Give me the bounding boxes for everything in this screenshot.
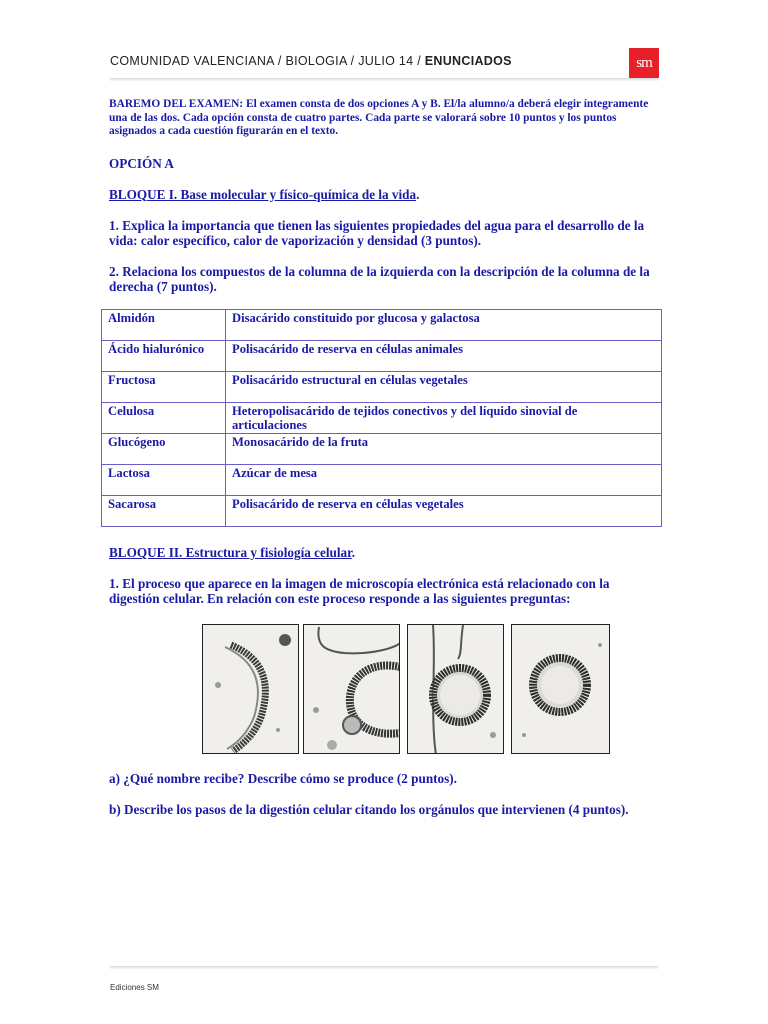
bloque1-title: BLOQUE I. Base molecular y físico-química de la vida	[109, 186, 417, 202]
table-row	[102, 496, 662, 527]
opcion-heading: OPCIÓN A	[109, 155, 174, 171]
bloque1-question-1: 1. Explica la importancia que tienen las siguientes propiedades del agua para el desarrollo de la vida: calor específico, calor de vaporización y densidad (3 puntos).	[109, 217, 645, 248]
question-a: a) ¿Qué nombre recibe? Describe cómo se produce (2 puntos).	[109, 771, 457, 786]
compound-cell: Almidón	[102, 310, 226, 341]
footer-divider	[110, 966, 658, 969]
bloque2-content	[109, 545, 654, 606]
header-divider	[110, 78, 658, 81]
bloque2-question-1: 1. El proceso que aparece en la imagen de microscopía electrónica está relacionado con la digestión celular. En relación con este proceso responde a las siguientes preguntas:	[109, 576, 610, 606]
sm-logo: sm	[629, 48, 659, 78]
compound-cell: Glucógeno	[102, 434, 226, 465]
bloque2-subquestions	[109, 771, 654, 817]
relation-table	[101, 309, 662, 527]
bloque2-title: BLOQUE II. Estructura y fisiología celular	[109, 545, 352, 560]
compound-cell: Celulosa	[102, 403, 226, 434]
micrograph-4	[511, 624, 610, 754]
bloque1-heading: BLOQUE I. Base molecular y físico-química de la vida.	[109, 186, 420, 202]
bloque2-heading: BLOQUE II. Estructura y fisiología celular.	[109, 545, 356, 560]
compound-cell: Fructosa	[102, 372, 226, 403]
compound-cell: Ácido hialurónico	[102, 341, 226, 372]
description-cell: Disacárido constituido por glucosa y galactosa	[226, 310, 662, 341]
table-row	[102, 403, 662, 434]
table-row	[102, 310, 662, 341]
table-row	[102, 372, 662, 403]
description-cell: Monosacárido de la fruta	[226, 434, 662, 465]
header-title-strong: ENUNCIADOS	[424, 54, 512, 68]
bloque1-question-2: 2. Relaciona los compuestos de la columna de la izquierda con la descripción de la columna de la derecha (7 puntos).	[109, 263, 650, 294]
description-cell: Polisacárido de reserva en células vegetales	[226, 496, 662, 527]
micrograph-3	[407, 624, 504, 754]
description-cell: Heteropolisacárido de tejidos conectivos y del líquido sinovial de articulaciones	[226, 403, 662, 434]
table-row	[102, 341, 662, 372]
question-b: b) Describe los pasos de la digestión celular citando los orgánulos que intervienen (4 puntos).	[109, 802, 629, 817]
exam-content	[109, 98, 654, 294]
header-title: COMUNIDAD VALENCIANA / BIOLOGIA / JULIO 14 / ENUNCIADOS	[110, 54, 512, 68]
description-cell: Polisacárido estructural en células vegetales	[226, 372, 662, 403]
micrograph-2	[303, 624, 400, 754]
table-row	[102, 434, 662, 465]
footer-publisher: Ediciones SM	[110, 983, 159, 992]
baremo-paragraph: BAREMO DEL EXAMEN: El examen consta de dos opciones A y B. El/la alumno/a deberá elegir íntegramente una de las dos. Cada opción consta de cuatro partes. Cada parte se valorará sobre 10 puntos y los puntos asignados a cada cuestión figurarán en el texto.	[109, 98, 649, 137]
description-cell: Azúcar de mesa	[226, 465, 662, 496]
table-row	[102, 465, 662, 496]
micrograph-1	[202, 624, 299, 754]
description-cell: Polisacárido de reserva en células animales	[226, 341, 662, 372]
compound-cell: Lactosa	[102, 465, 226, 496]
compound-cell: Sacarosa	[102, 496, 226, 527]
